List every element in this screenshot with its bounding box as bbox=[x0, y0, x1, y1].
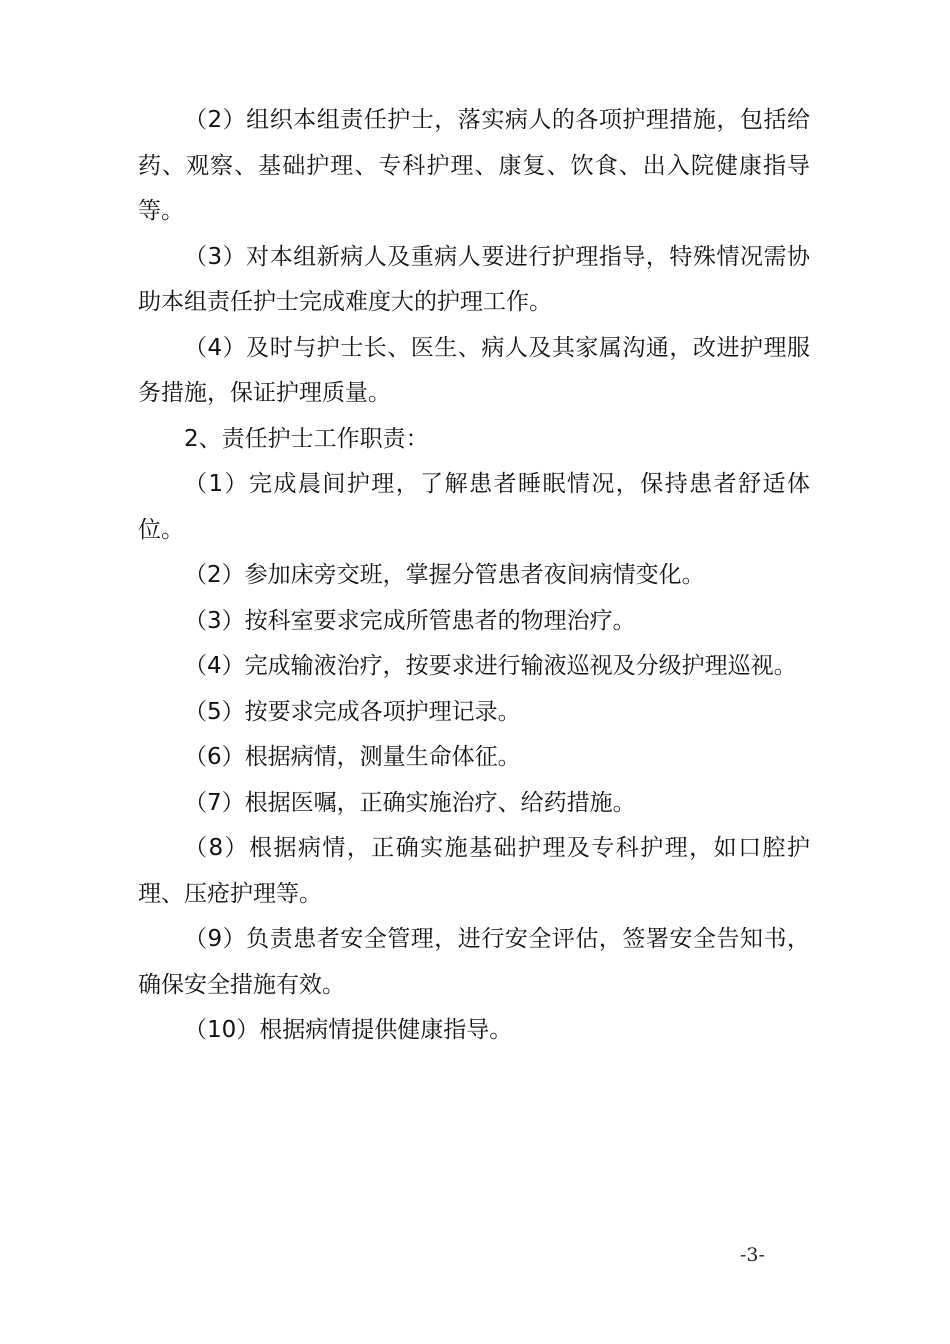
document-body bbox=[138, 98, 810, 1054]
paragraph: （9）负责患者安全管理，进行安全评估，签署安全告知书，确保安全措施有效。 bbox=[138, 926, 810, 998]
paragraph: （7）根据医嘱，正确实施治疗、给药措施。 bbox=[184, 789, 636, 816]
paragraph: （3）对本组新病人及重病人要进行护理指导，特殊情况需协助本组责任护士完成难度大的护理工作。 bbox=[138, 243, 810, 315]
paragraph: （1）完成晨间护理，了解患者睡眠情况，保持患者舒适体位。 bbox=[138, 471, 810, 543]
page-number: -3- bbox=[740, 1244, 765, 1266]
paragraph: （2）组织本组责任护士，落实病人的各项护理措施，包括给药、观察、基础护理、专科护理、康复、饮食、出入院健康指导等。 bbox=[138, 107, 810, 224]
section-heading: 2、责任护士工作职责： bbox=[184, 425, 429, 452]
paragraph: （4）及时与护士长、医生、病人及其家属沟通，改进护理服务措施，保证护理质量。 bbox=[138, 334, 810, 406]
paragraph: （2）参加床旁交班，掌握分管患者夜间病情变化。 bbox=[184, 562, 705, 588]
paragraph: （3）按科室要求完成所管患者的物理治疗。 bbox=[184, 607, 636, 634]
paragraph: （4）完成输液治疗，按要求进行输液巡视及分级护理巡视。 bbox=[184, 653, 797, 679]
paragraph: （5）按要求完成各项护理记录。 bbox=[184, 698, 521, 725]
paragraph: （10）根据病情提供健康指导。 bbox=[184, 1017, 513, 1043]
paragraph: （6）根据病情，测量生命体征。 bbox=[184, 744, 521, 770]
paragraph: （8）根据病情，正确实施基础护理及专科护理，如口腔护理、压疮护理等。 bbox=[138, 835, 810, 907]
